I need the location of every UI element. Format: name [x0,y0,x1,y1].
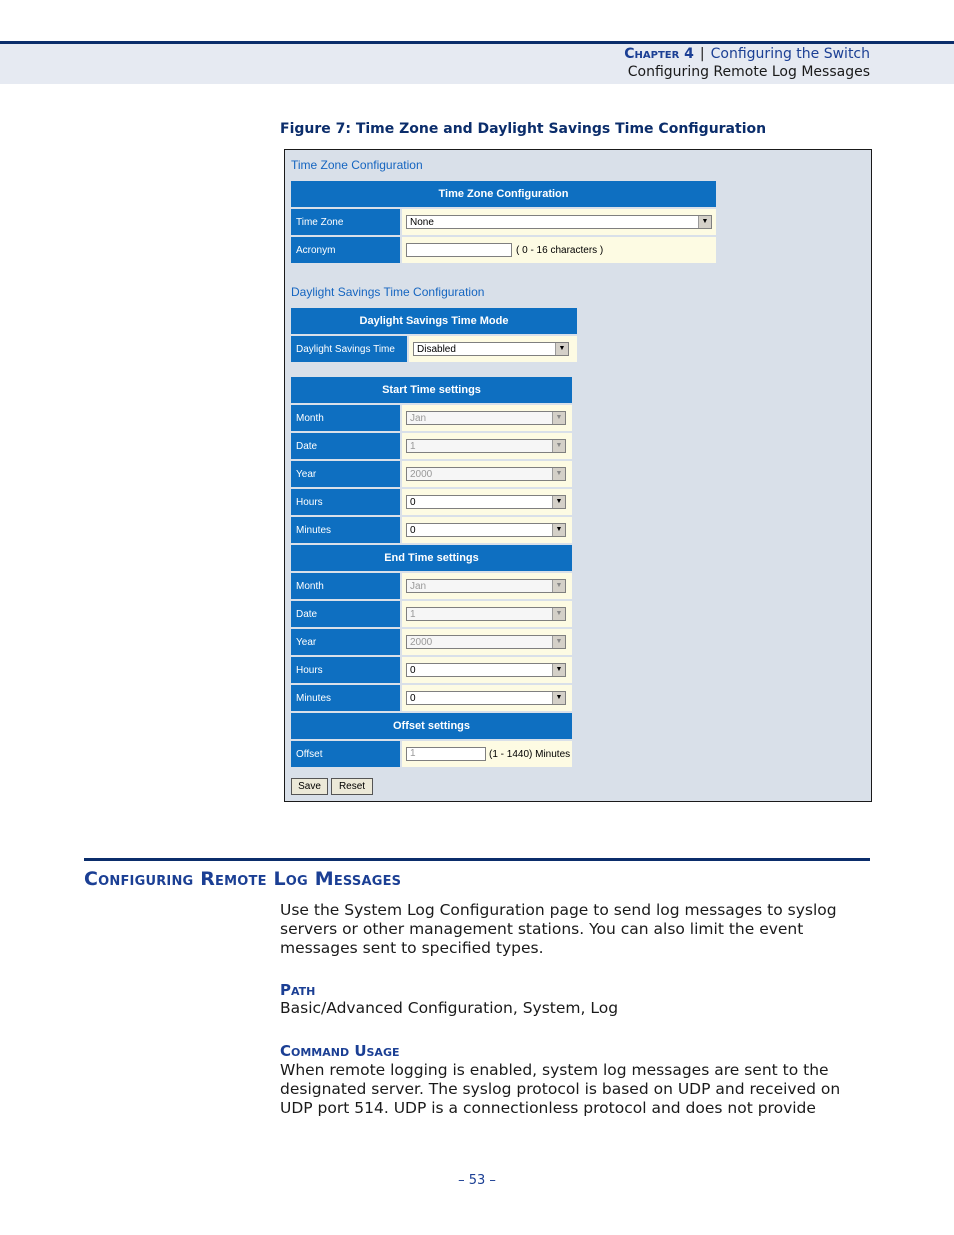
chevron-down-icon[interactable]: ▼ [552,440,565,452]
intro-paragraph: Use the System Log Configuration page to send log messages to syslog servers or other management stations. You can also limit the event messages sent to specified types. [280,901,837,957]
dst-select-value: Disabled [417,344,456,355]
chapter-title: Configuring the Switch [710,46,870,62]
time-settings-table [291,377,572,769]
start-year-cell [402,461,572,489]
path-text: Basic/Advanced Configuration, System, Log [280,999,619,1017]
start-hours-cell [402,489,572,517]
chevron-down-icon[interactable]: ▼ [552,664,565,676]
start-year-label: Year [291,461,402,489]
chevron-down-icon[interactable]: ▼ [552,608,565,620]
start-minutes-select[interactable] [406,523,566,537]
end-year-cell [402,629,572,657]
chevron-down-icon[interactable]: ▼ [552,692,565,704]
dst-select[interactable] [413,342,569,356]
start-hours-select[interactable] [406,495,566,509]
chevron-down-icon[interactable]: ▼ [552,496,565,508]
acronym-cell [402,237,716,265]
start-date-value: 1 [410,441,416,452]
reset-button[interactable]: Reset [331,778,373,795]
end-date-select[interactable] [406,607,566,621]
end-hours-value: 0 [410,665,416,676]
time-zone-label: Time Zone [291,209,402,237]
start-month-select[interactable] [406,411,566,425]
time-zone-select[interactable] [406,215,712,229]
save-button[interactable]: Save [291,778,328,795]
start-minutes-value: 0 [410,525,416,536]
end-minutes-cell [402,685,572,713]
time-zone-table [291,181,716,265]
end-date-value: 1 [410,609,416,620]
start-month-label: Month [291,405,402,433]
chevron-down-icon[interactable]: ▼ [552,412,565,424]
command-usage-heading: Command Usage [280,1042,400,1060]
start-month-value: Jan [410,413,427,424]
tz-table-header: Time Zone Configuration [291,181,716,209]
offset-input[interactable]: 1 [406,747,486,761]
end-hours-label: Hours [291,657,402,685]
offset-hint: (1 - 1440) Minutes [489,748,571,760]
tz-section-title: Time Zone Configuration [291,158,423,172]
chevron-down-icon[interactable]: ▼ [555,343,568,355]
dst-mode-header: Daylight Savings Time Mode [291,308,577,336]
start-hours-value: 0 [410,497,416,508]
path-heading: Path [280,981,316,999]
offset-cell [402,741,572,769]
section-heading: Configuring Remote Log Messages [84,868,402,890]
start-year-value: 2000 [410,469,433,480]
running-header-section: Configuring Remote Log Messages [627,64,870,80]
end-minutes-label: Minutes [291,685,402,713]
end-month-select[interactable] [406,579,566,593]
start-minutes-cell [402,517,572,545]
figure-caption: Figure 7: Time Zone and Daylight Savings Time Configuration [280,121,767,137]
chevron-down-icon[interactable]: ▼ [552,524,565,536]
end-year-select[interactable] [406,635,566,649]
acronym-input[interactable] [406,243,512,257]
end-month-value: Jan [410,581,427,592]
start-month-cell [402,405,572,433]
page-number: – 53 – [458,1173,496,1188]
start-time-header: Start Time settings [291,377,572,405]
time-zone-select-value: None [410,217,434,228]
chevron-down-icon[interactable]: ▼ [552,636,565,648]
end-date-cell [402,601,572,629]
end-year-label: Year [291,629,402,657]
dst-mode-table [291,308,577,364]
header-separator: | [699,46,705,62]
acronym-label: Acronym [291,237,402,265]
start-date-cell [402,433,572,461]
end-minutes-select[interactable] [406,691,566,705]
running-header-chapter [624,46,870,62]
chevron-down-icon[interactable]: ▼ [698,216,711,228]
end-year-value: 2000 [410,637,433,648]
section-rule [84,858,870,861]
command-usage-text: When remote logging is enabled, system log messages are sent to the designated server. The syslog protocol is based on UDP and received on UDP port 514. UDP is a connectionless protocol and does not provide [280,1061,841,1117]
chapter-number: Chapter 4 [624,46,694,62]
end-hours-cell [402,657,572,685]
offset-label: Offset [291,741,402,769]
start-date-select[interactable] [406,439,566,453]
figure-screenshot [284,149,872,802]
dst-label: Daylight Savings Time [291,336,409,364]
chevron-down-icon[interactable]: ▼ [552,468,565,480]
start-hours-label: Hours [291,489,402,517]
dst-section-title: Daylight Savings Time Configuration [291,285,485,299]
end-time-header: End Time settings [291,545,572,573]
end-hours-select[interactable] [406,663,566,677]
start-minutes-label: Minutes [291,517,402,545]
end-month-cell [402,573,572,601]
end-month-label: Month [291,573,402,601]
acronym-hint: ( 0 - 16 characters ) [516,244,604,256]
end-date-label: Date [291,601,402,629]
start-date-label: Date [291,433,402,461]
chevron-down-icon[interactable]: ▼ [552,580,565,592]
offset-header: Offset settings [291,713,572,741]
end-minutes-value: 0 [410,693,416,704]
dst-cell [409,336,577,364]
time-zone-cell [402,209,716,237]
start-year-select[interactable] [406,467,566,481]
